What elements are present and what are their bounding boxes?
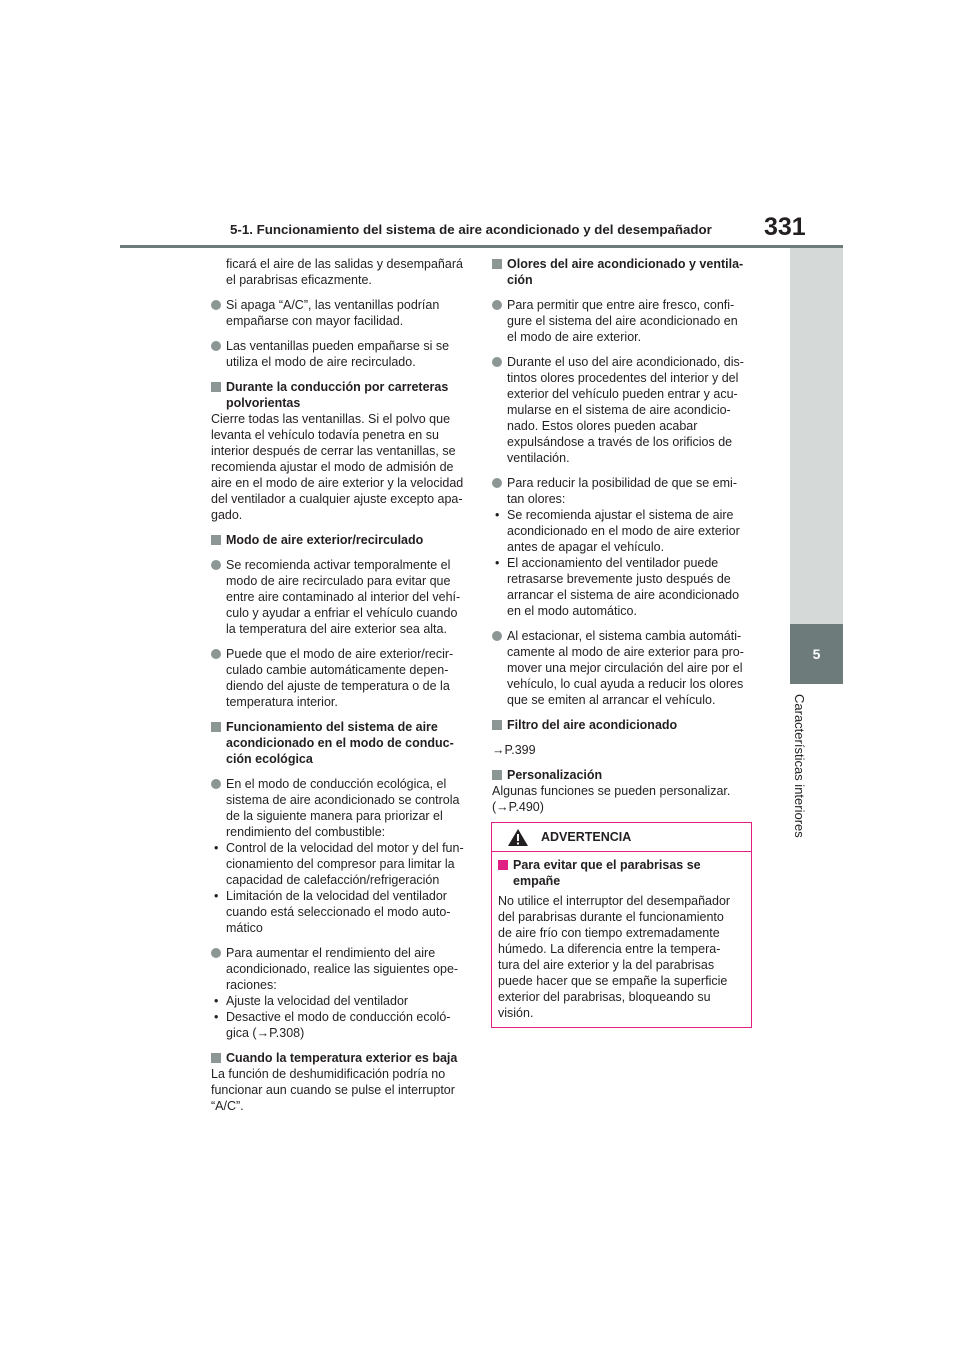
bullet-item <box>492 297 754 345</box>
sub-list-item <box>211 888 469 936</box>
line: utiliza el modo de aire recirculado. <box>226 355 416 369</box>
paragraph <box>492 742 754 758</box>
line: Modo de aire exterior/recirculado <box>226 533 424 547</box>
line: en el modo automático. <box>507 604 637 618</box>
page-reference-link[interactable]: gica (→P.308) <box>226 1026 305 1040</box>
line: cionamiento del compresor para limitar la <box>226 857 455 871</box>
bullet-item <box>211 646 469 710</box>
line: ficará el aire de las salidas y desempañará <box>226 257 463 271</box>
line: funcionar aun cuando se pulse el interruptor <box>211 1083 455 1097</box>
sub-bullet-icon: • <box>214 841 219 855</box>
bullet-icon <box>211 560 221 570</box>
line: del parabrisas durante el funcionamiento <box>498 910 724 924</box>
line: de la siguiente manera para priorizar el <box>226 809 443 823</box>
line: entre aire contaminado al interior del vehí- <box>226 590 461 604</box>
line: arrancar el sistema de aire acondicionado <box>507 588 740 602</box>
line: raciones: <box>226 978 277 992</box>
line: El accionamiento del ventilador puede <box>507 556 719 570</box>
line: cuando está seleccionado el modo auto- <box>226 905 451 919</box>
bullet-item <box>211 776 469 840</box>
line: diendo del ajuste de temperatura o de la <box>226 679 450 693</box>
square-bullet-icon <box>211 535 221 545</box>
line: culado cambie automáticamente depen- <box>226 663 449 677</box>
bullet-icon <box>492 300 502 310</box>
line: de aire frío con tiempo extremadamente <box>498 926 720 940</box>
line: tan olores: <box>507 492 566 506</box>
line: exterior del vehículo pueden entrar y acu- <box>507 387 738 401</box>
line: mularse en el sistema de aire acondicio- <box>507 403 731 417</box>
line: Cuando la temperatura exterior es baja <box>226 1051 458 1065</box>
line: sistema de aire acondicionado se controla <box>226 793 460 807</box>
line: levanta el vehículo todavía penetra en su <box>211 428 439 442</box>
line: acondicionado en el modo de aire exterior <box>507 524 740 538</box>
paragraph <box>211 411 469 523</box>
section-heading <box>211 1050 469 1066</box>
line: exterior del parabrisas, bloqueando su <box>498 990 711 1004</box>
sub-bullet-icon: • <box>214 889 219 903</box>
page-number: 331 <box>764 213 806 241</box>
square-bullet-icon <box>492 720 502 730</box>
line: gure el sistema del aire acondicionado en <box>507 314 738 328</box>
line: antes de apagar el vehículo. <box>507 540 665 554</box>
sub-list-item <box>211 993 469 1009</box>
line: Si apaga “A/C”, las ventanillas podrían <box>226 298 440 312</box>
warning-triangle-icon <box>507 828 529 852</box>
line: La función de deshumidificación podría no <box>211 1067 446 1081</box>
line: acondicionado en el modo de conduc- <box>226 736 454 750</box>
line: rendimiento del combustible: <box>226 825 386 839</box>
line: Se recomienda activar temporalmente el <box>226 558 451 572</box>
line: ventilación. <box>507 451 570 465</box>
line: tura del aire exterior y la del parabrisas <box>498 958 715 972</box>
line: polvorientas <box>226 396 301 410</box>
sub-list-item <box>492 555 754 619</box>
line: ción <box>507 273 533 287</box>
line: visión. <box>498 1006 534 1020</box>
bullet-icon <box>211 948 221 958</box>
bullet-icon <box>492 357 502 367</box>
sub-bullet-icon: • <box>214 1010 219 1024</box>
line: modo de aire recirculado para evitar que <box>226 574 451 588</box>
line: Puede que el modo de aire exterior/recir- <box>226 647 454 661</box>
section-heading <box>492 717 754 733</box>
line: gado. <box>211 508 243 522</box>
line: expulsándose a través de los orificios de <box>507 435 733 449</box>
line: En el modo de conducción ecológica, el <box>226 777 447 791</box>
warning-heading <box>498 857 738 889</box>
line: Ajuste la velocidad del ventilador <box>226 994 409 1008</box>
sub-bullet-icon: • <box>495 556 500 570</box>
section-heading <box>492 256 754 288</box>
line: Para permitir que entre aire fresco, confi- <box>507 298 735 312</box>
line: vehículo, lo cual ayuda a reducir los olores <box>507 677 744 691</box>
line: Durante el uso del aire acondicionado, dis- <box>507 355 744 369</box>
line: Las ventanillas pueden empañarse si se <box>226 339 450 353</box>
page-reference-link[interactable]: →P.399 <box>492 743 536 757</box>
line: nado. Estos olores pueden acabar <box>507 419 698 433</box>
line: Funcionamiento del sistema de aire <box>226 720 438 734</box>
sub-list-item <box>211 1009 469 1041</box>
line: Desactive el modo de conducción ecoló- <box>226 1010 451 1024</box>
line: No utilice el interruptor del desempañador <box>498 894 731 908</box>
line: tintos olores procedentes del interior y del <box>507 371 739 385</box>
bullet-item <box>211 945 469 993</box>
line: mover una mejor circulación del aire por el <box>507 661 743 675</box>
chapter-tab[interactable]: 5 <box>790 624 843 684</box>
side-tab-background <box>790 248 843 624</box>
line: que se emiten al arrancar el vehículo. <box>507 693 716 707</box>
line: mático <box>226 921 263 935</box>
line: Para reducir la posibilidad de que se emi- <box>507 476 737 490</box>
line: temperatura interior. <box>226 695 338 709</box>
bullet-item <box>211 557 469 637</box>
bullet-item <box>211 338 469 370</box>
line: el modo de aire exterior. <box>507 330 642 344</box>
header-divider <box>120 245 843 248</box>
sub-list-item <box>492 507 754 555</box>
sub-bullet-icon: • <box>495 508 500 522</box>
sub-bullet-icon: • <box>214 994 219 1008</box>
line: acondicionado, realice las siguientes ope- <box>226 962 459 976</box>
line: Algunas funciones se pueden personalizar. <box>492 784 731 798</box>
line: Para aumentar el rendimiento del aire <box>226 946 436 960</box>
bullet-icon <box>211 779 221 789</box>
right-column <box>492 256 754 815</box>
line: Personalización <box>507 768 603 782</box>
bullet-item <box>492 475 754 507</box>
warning-header <box>492 823 751 852</box>
page-header-title: 5-1. Funcionamiento del sistema de aire acondicionado y del desempañador <box>230 222 712 237</box>
line: húmedo. La diferencia entre la tempera- <box>498 942 721 956</box>
line: Durante la conducción por carreteras <box>226 380 449 394</box>
line: empañarse con mayor facilidad. <box>226 314 404 328</box>
line: el parabrisas eficazmente. <box>226 273 372 287</box>
line: del ventilador a cualquier ajuste excepto apa- <box>211 492 463 506</box>
line: retrasarse brevemente justo después de <box>507 572 731 586</box>
square-bullet-icon <box>498 860 508 870</box>
line: camente al modo de aire exterior para pro- <box>507 645 744 659</box>
warning-body <box>498 857 738 1021</box>
line: recomienda ajustar el modo de admisión de <box>211 460 454 474</box>
square-bullet-icon <box>211 722 221 732</box>
section-heading <box>492 767 754 783</box>
line: “A/C”. <box>211 1099 244 1113</box>
bullet-item <box>492 628 754 708</box>
square-bullet-icon <box>211 1053 221 1063</box>
paragraph-continued <box>211 256 469 288</box>
warning-box <box>491 822 752 1028</box>
bullet-item <box>492 354 754 466</box>
page-reference-link[interactable]: (→P.490) <box>492 800 544 814</box>
section-heading <box>211 719 469 767</box>
line: culo y ayudar a enfriar el vehículo cuando <box>226 606 458 620</box>
line: capacidad de calefacción/refrigeración <box>226 873 440 887</box>
line: Al estacionar, el sistema cambia automáti- <box>507 629 742 643</box>
line: aire en el modo de aire exterior y la velocidad <box>211 476 464 490</box>
line: Para evitar que el parabrisas se <box>513 858 701 872</box>
square-bullet-icon <box>492 259 502 269</box>
line: Filtro del aire acondicionado <box>507 718 678 732</box>
square-bullet-icon <box>492 770 502 780</box>
paragraph <box>492 783 754 815</box>
bullet-item <box>211 297 469 329</box>
line: la temperatura del aire exterior sea alta. <box>226 622 447 636</box>
paragraph <box>211 1066 469 1114</box>
line: Se recomienda ajustar el sistema de aire <box>507 508 734 522</box>
bullet-icon <box>211 300 221 310</box>
line: Olores del aire acondicionado y ventila- <box>507 257 744 271</box>
sub-list-item <box>211 840 469 888</box>
warning-text <box>498 893 738 1021</box>
line: interior después de cerrar las ventanillas, se <box>211 444 456 458</box>
bullet-icon <box>211 341 221 351</box>
bullet-icon <box>492 478 502 488</box>
line: Cierre todas las ventanillas. Si el polvo que <box>211 412 451 426</box>
line: empañe <box>513 874 561 888</box>
section-heading <box>211 379 469 411</box>
line: Control de la velocidad del motor y del fun- <box>226 841 464 855</box>
line: puede hacer que se empañe la superficie <box>498 974 728 988</box>
line: Limitación de la velocidad del ventilador <box>226 889 447 903</box>
bullet-icon <box>211 649 221 659</box>
left-column <box>211 256 469 1114</box>
square-bullet-icon <box>211 382 221 392</box>
warning-title: ADVERTENCIA <box>541 830 632 844</box>
bullet-icon <box>492 631 502 641</box>
section-heading <box>211 532 469 548</box>
chapter-label: Características interiores <box>792 694 807 838</box>
line: ción ecológica <box>226 752 313 766</box>
